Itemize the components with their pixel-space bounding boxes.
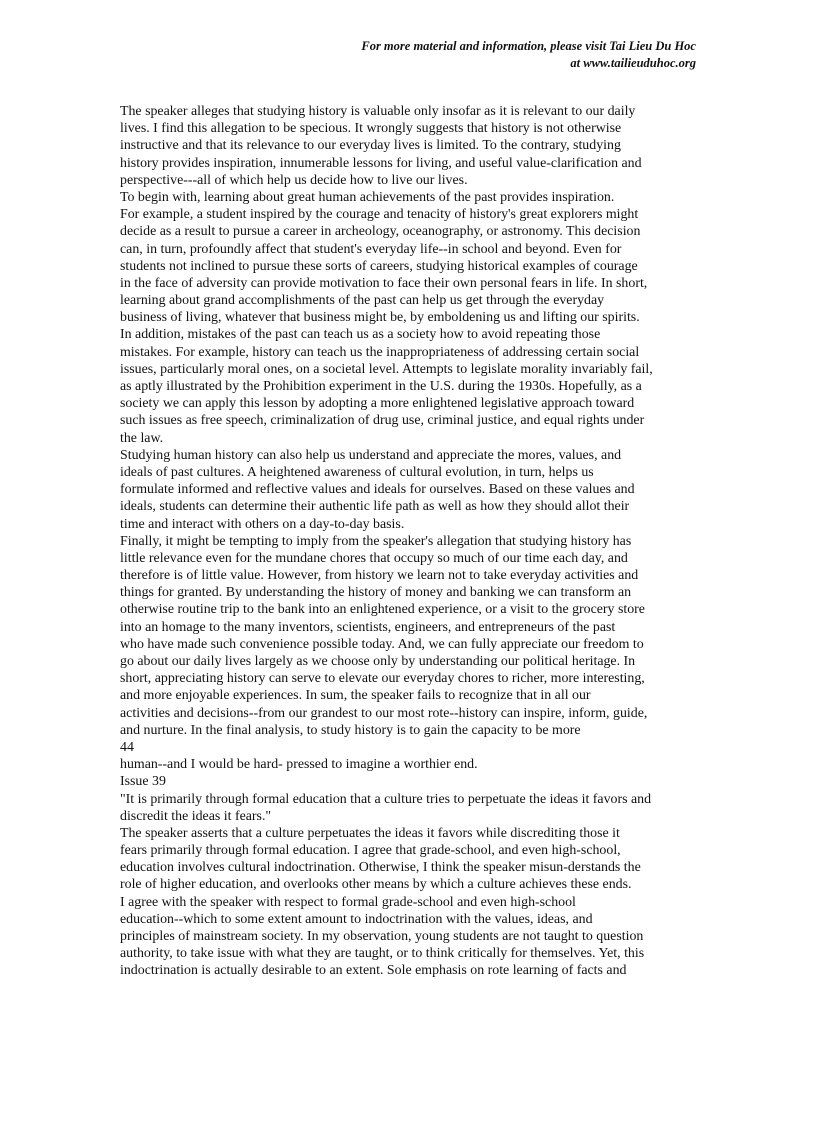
text-line: short, appreciating history can serve to elevate our everyday chores to richer, more interesting, bbox=[120, 671, 645, 687]
text-line: can, in turn, profoundly affect that student's everyday life--in school and beyond. Even for bbox=[120, 241, 622, 257]
header-line-2: at www.tailieuduhoc.org bbox=[570, 55, 696, 70]
text-line: The speaker asserts that a culture perpetuates the ideas it favors while discrediting those it bbox=[120, 825, 620, 841]
text-line: For example, a student inspired by the courage and tenacity of history's great explorers might bbox=[120, 207, 639, 223]
text-line: things for granted. By understanding the history of money and banking we can transform an bbox=[120, 585, 632, 601]
text-line: activities and decisions--from our grandest to our most rote--history can inspire, inform, guide, bbox=[120, 705, 648, 721]
text-line: I agree with the speaker with respect to formal grade-school and even high-school bbox=[120, 894, 576, 910]
text-line: In addition, mistakes of the past can teach us as a society how to avoid repeating those bbox=[120, 327, 601, 343]
text-line: little relevance even for the mundane chores that occupy so much of our time each day, and bbox=[120, 550, 628, 566]
text-line: into an homage to the many inventors, scientists, engineers, and entrepreneurs of the past bbox=[120, 619, 616, 635]
text-line: therefore is of little value. However, from history we learn not to take everyday activities and bbox=[120, 568, 639, 584]
text-line: such issues as free speech, criminalization of drug use, criminal justice, and equal rights under bbox=[120, 413, 645, 429]
text-line: indoctrination is actually desirable to an extent. Sole emphasis on rote learning of facts and bbox=[120, 963, 627, 979]
text-line: discredit the ideas it fears." bbox=[120, 808, 272, 824]
text-line: ideals, students can determine their authentic life path as well as how they should allot their bbox=[120, 499, 630, 515]
text-line: as aptly illustrated by the Prohibition experiment in the U.S. during the 1930s. Hopefully, as a bbox=[120, 379, 642, 394]
text-line: "It is primarily through formal education that a culture tries to perpetuate the ideas it favors and bbox=[120, 791, 652, 807]
text-line: lives. I find this allegation to be specious. It wrongly suggests that history is not otherwise bbox=[120, 121, 622, 137]
text-line: role of higher education, and overlooks other means by which a culture achieves these ends. bbox=[120, 877, 632, 893]
text-line: and more enjoyable experiences. In sum, the speaker fails to recognize that in all our bbox=[120, 688, 591, 704]
text-line: education involves cultural indoctrination. Otherwise, I think the speaker misun-derstands the bbox=[120, 860, 641, 876]
text-line: education--which to some extent amount to indoctrination with the values, ideas, and bbox=[120, 911, 593, 927]
text-line: authority, to take issue with what they are taught, or to think critically for themselves. Yet, this bbox=[120, 946, 645, 962]
text-line: To begin with, learning about great human achievements of the past provides inspiration. bbox=[120, 189, 615, 205]
header-line-1: For more material and information, please visit Tai Lieu Du Hoc bbox=[361, 39, 696, 53]
text-line: history provides inspiration, innumerable lessons for living, and useful value-clarification and bbox=[120, 155, 642, 171]
text-line: Issue 39 bbox=[120, 774, 166, 790]
text-line: principles of mainstream society. In my observation, young students are not taught to question bbox=[120, 929, 644, 944]
text-line: Studying human history can also help us understand and appreciate the mores, values, and bbox=[120, 447, 622, 463]
text-line: ideals of past cultures. A heightened awareness of cultural evolution, in turn, helps us bbox=[120, 464, 594, 480]
text-line: fears primarily through formal education. I agree that grade-school, and even high-school, bbox=[120, 843, 621, 859]
text-line: and nurture. In the final analysis, to study history is to gain the capacity to be more bbox=[120, 722, 581, 738]
text-line: issues, particularly moral ones, on a societal level. Attempts to legislate morality invariably fail, bbox=[120, 361, 653, 377]
text-line: students not inclined to pursue these sorts of careers, studying historical examples of courage bbox=[120, 258, 638, 274]
text-line: society we can apply this lesson by adopting a more enlightened legislative approach toward bbox=[120, 396, 635, 412]
text-line: human--and I would be hard- pressed to imagine a worthier end. bbox=[120, 757, 478, 773]
text-line: otherwise routine trip to the bank into an enlightened experience, or a visit to the grocery store bbox=[120, 602, 645, 618]
document-body bbox=[120, 103, 704, 980]
text-line: perspective---all of which help us decide how to live our lives. bbox=[120, 172, 468, 188]
text-line: the law. bbox=[120, 430, 164, 446]
text-line: time and interact with others on a day-to-day basis. bbox=[120, 516, 405, 532]
text-line: decide as a result to pursue a career in archeology, oceanography, or astronomy. This decision bbox=[120, 224, 641, 240]
text-line: business of living, whatever that business might be, by emboldening us and lifting our spirits. bbox=[120, 310, 640, 326]
text-line: go about our daily lives largely as we choose only by understanding our political heritage. In bbox=[120, 654, 636, 669]
text-line: who have made such convenience possible today. And, we can fully appreciate our freedom to bbox=[120, 636, 644, 652]
text-line: in the face of adversity can provide motivation to face their own personal fears in life. In short, bbox=[120, 275, 648, 291]
text-line: The speaker alleges that studying history is valuable only insofar as it is relevant to our daily bbox=[120, 104, 636, 119]
text-line: instructive and that its relevance to our everyday lives is limited. To the contrary, studying bbox=[120, 138, 621, 154]
text-line: 44 bbox=[120, 739, 134, 755]
page-header bbox=[136, 38, 696, 71]
text-line: formulate informed and reflective values and ideals for ourselves. Based on these values and bbox=[120, 482, 635, 498]
text-line: learning about grand accomplishments of the past can help us get through the everyday bbox=[120, 293, 605, 309]
text-line: mistakes. For example, history can teach us the inappropriateness of addressing certain social bbox=[120, 344, 640, 360]
text-line: Finally, it might be tempting to imply from the speaker's allegation that studying history has bbox=[120, 533, 632, 549]
